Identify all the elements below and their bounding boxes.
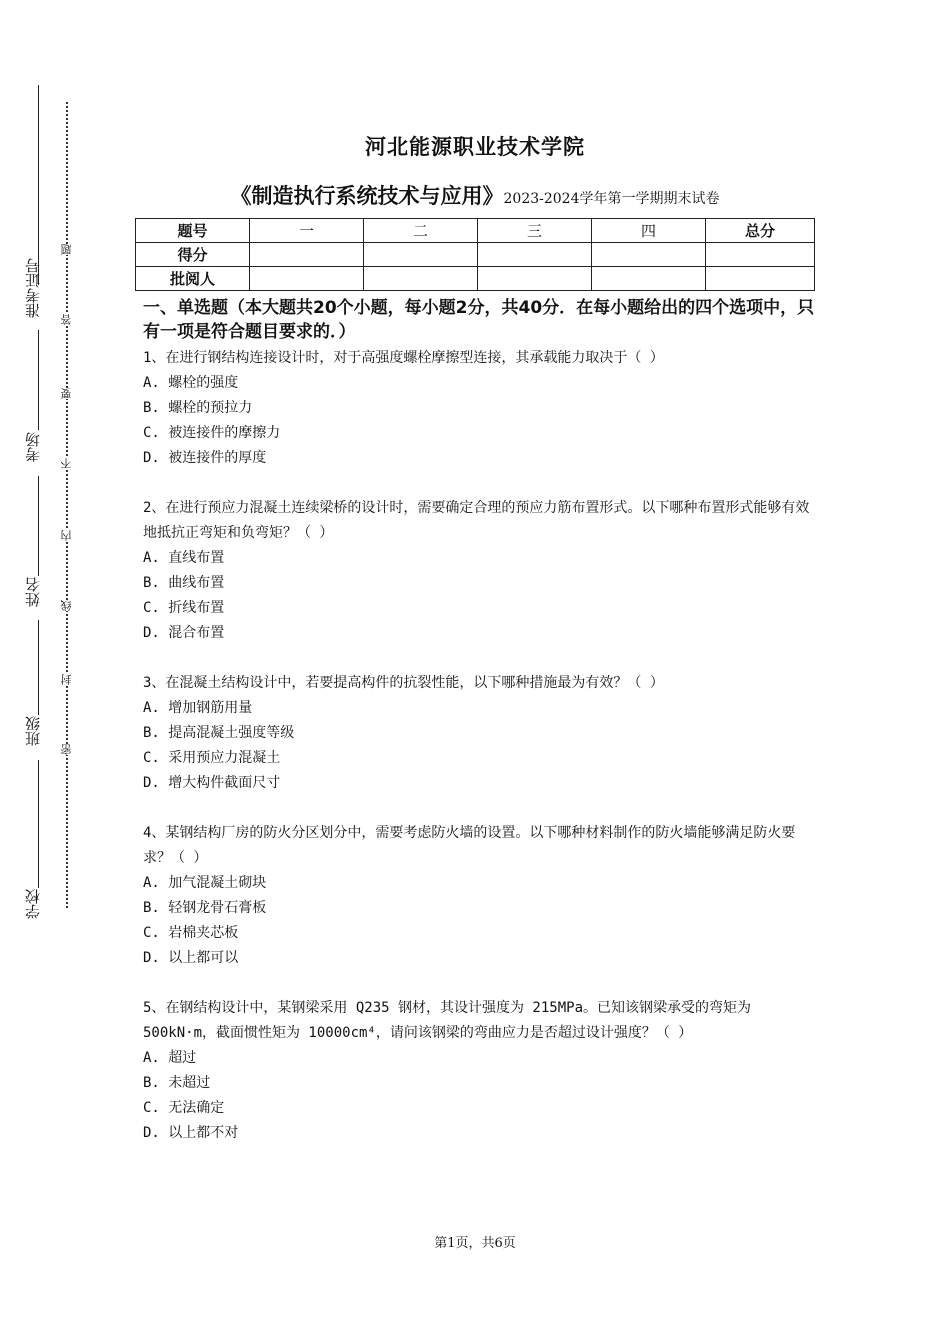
table-cell: 一	[250, 219, 364, 243]
exam-title	[0, 180, 950, 210]
section-heading: 一、单选题（本大题共20个小题，每小题2分，共40分．在每小题给出的四个选项中，只有一项是符合题目要求的．）	[143, 298, 815, 342]
question-2	[143, 496, 815, 646]
table-cell	[364, 267, 478, 291]
table-cell: 总分	[706, 219, 815, 243]
table-cell	[592, 267, 706, 291]
seal-char: 不	[60, 458, 73, 469]
name-label: 姓名	[24, 577, 42, 607]
option-a: A. 螺栓的强度	[143, 375, 239, 391]
option-d: D. 以上都可以	[143, 950, 239, 966]
table-cell: 二	[364, 219, 478, 243]
seal-char: 内	[60, 530, 73, 541]
option-c: C. 折线布置	[143, 600, 225, 616]
binding-line-2	[38, 330, 39, 430]
table-cell: 四	[592, 219, 706, 243]
seal-char: 线	[60, 600, 73, 611]
score-table-header-row	[136, 219, 815, 243]
option-b: B. 曲线布置	[143, 575, 225, 591]
option-d: D. 增大构件截面尺寸	[143, 775, 281, 791]
question-stem: 3、在混凝土结构设计中，若要提高构件的抗裂性能，以下哪种措施最为有效？（ ）	[143, 675, 664, 691]
binding-line-3	[38, 476, 39, 576]
table-cell: 批阅人	[136, 267, 250, 291]
option-a: A. 加气混凝土砌块	[143, 875, 267, 891]
option-d: D. 被连接件的厚度	[143, 450, 267, 466]
option-c: C. 采用预应力混凝土	[143, 750, 281, 766]
page-number: 第1页，共6页	[434, 1236, 516, 1251]
exam-room-label: 考场	[24, 432, 42, 462]
table-cell: 得分	[136, 243, 250, 267]
class-label: 班级	[24, 716, 42, 746]
question-stem: 5、在钢结构设计中，某钢梁采用 Q235 钢材，其设计强度为 215MPa。已知该钢梁承受的弯矩为 500kN·m，截面惯性矩为 10000cm⁴，请问该钢梁的弯曲应力是否超过设计强度？（ ）	[143, 1000, 751, 1041]
table-cell	[706, 267, 815, 291]
option-a: A. 增加钢筋用量	[143, 700, 253, 716]
seal-char: 要	[60, 388, 73, 399]
table-cell	[592, 243, 706, 267]
table-cell	[478, 243, 592, 267]
school-name: 河北能源职业技术学院	[365, 135, 585, 159]
score-table	[135, 218, 815, 291]
binding-line-5	[38, 760, 39, 888]
question-1	[143, 346, 815, 471]
table-cell	[478, 267, 592, 291]
question-3	[143, 671, 815, 796]
option-d: D. 以上都不对	[143, 1125, 239, 1141]
option-d: D. 混合布置	[143, 625, 225, 641]
term-title: 2023-2024学年第一学期期末试卷	[503, 191, 720, 207]
table-cell	[706, 243, 815, 267]
question-5	[143, 996, 815, 1146]
option-c: C. 被连接件的摩擦力	[143, 425, 281, 441]
binding-line-4	[38, 620, 39, 715]
score-table-row	[136, 243, 815, 267]
option-c: C. 无法确定	[143, 1100, 225, 1116]
table-cell	[250, 243, 364, 267]
option-b: B. 螺栓的预拉力	[143, 400, 253, 416]
question-stem: 1、在进行钢结构连接设计时，对于高强度螺栓摩擦型连接，其承载能力取决于（ ）	[143, 350, 664, 366]
option-b: B. 提高混凝土强度等级	[143, 725, 295, 741]
option-b: B. 轻钢龙骨石膏板	[143, 900, 267, 916]
school-label: 学校	[24, 889, 42, 919]
table-cell: 三	[478, 219, 592, 243]
exam-number-label: 准考证号	[24, 258, 42, 318]
question-4	[143, 821, 815, 971]
score-table-row	[136, 267, 815, 291]
seal-char: 答	[60, 314, 73, 325]
seal-char: 封	[60, 674, 73, 685]
table-cell	[364, 243, 478, 267]
seal-char: 题	[60, 244, 73, 255]
seal-char: 密	[60, 744, 73, 755]
table-cell: 题号	[136, 219, 250, 243]
option-a: A. 超过	[143, 1050, 197, 1066]
course-title: 《制造执行系统技术与应用》	[230, 184, 504, 208]
option-b: B. 未超过	[143, 1075, 211, 1091]
table-cell	[250, 267, 364, 291]
option-a: A. 直线布置	[143, 550, 225, 566]
question-stem: 2、在进行预应力混凝土连续梁桥的设计时，需要确定合理的预应力筋布置形式。以下哪种布置形式能够有效地抵抗正弯矩和负弯矩？（ ）	[143, 500, 810, 541]
option-c: C. 岩棉夹芯板	[143, 925, 239, 941]
question-list	[143, 346, 815, 1171]
seal-dotted-line	[66, 102, 68, 908]
question-stem: 4、某钢结构厂房的防火分区划分中，需要考虑防火墙的设置。以下哪种材料制作的防火墙能够满足防火要求？（ ）	[143, 825, 796, 866]
